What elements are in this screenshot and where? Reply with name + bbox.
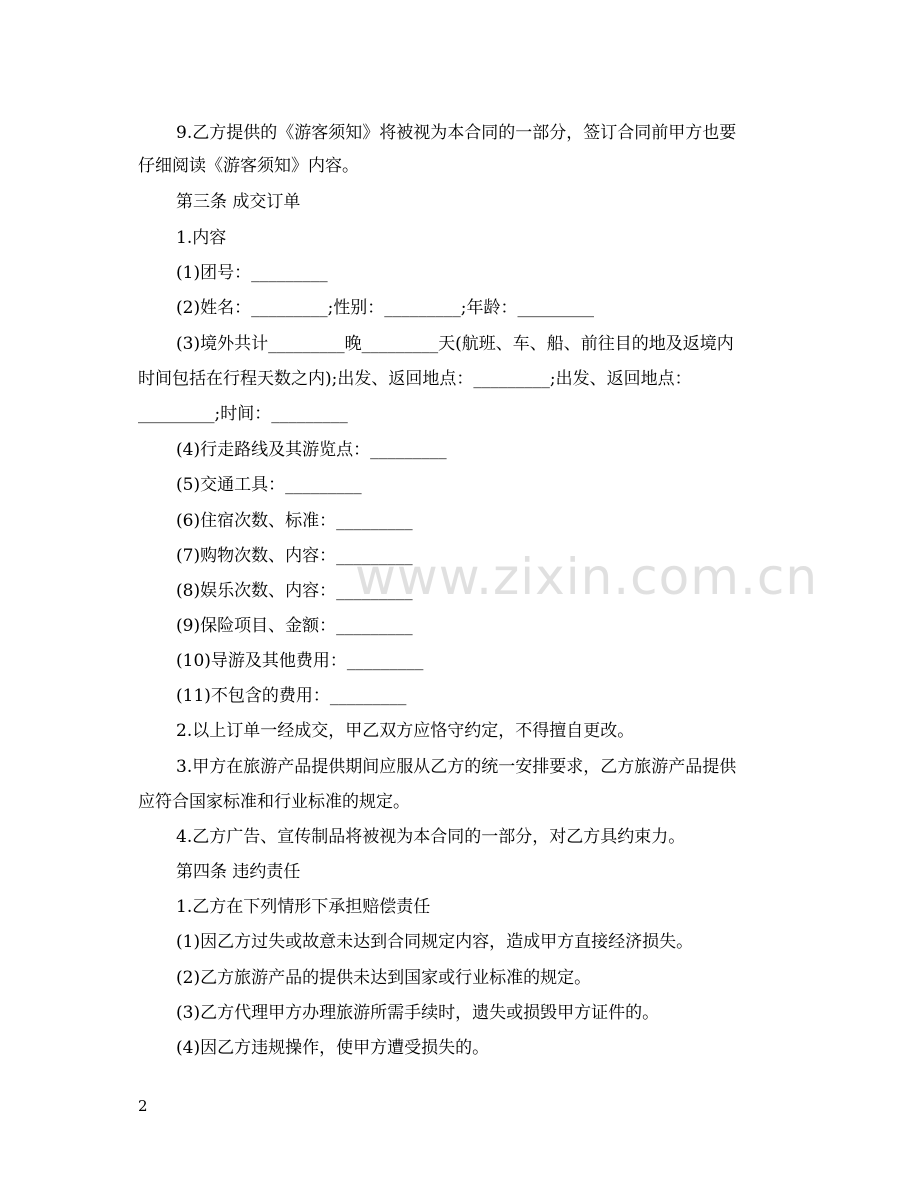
clause-9-text-line-1: 9.乙方提供的《游客须知》将被视为本合同的一部分，签订合同前甲方也要	[176, 123, 737, 143]
liability-item-3: (3)乙方代理甲方办理旅游所需手续时，遗失或损毁甲方证件的。	[176, 1003, 660, 1023]
liability-section-1-heading: 1.乙方在下列情形下承担赔偿责任	[176, 897, 431, 917]
item-1-group-number: (1)团号：_________	[176, 263, 328, 283]
item-3-line-1: (3)境外共计_________晚_________天(航班、车、船、前往目的地及返境内	[176, 334, 734, 354]
item-6-accommodation: (6)住宿次数、标准：_________	[176, 511, 413, 531]
section-3-text-line-2: 应符合国家标准和行业标准的规定。	[138, 792, 410, 812]
article-3-heading: 第三条 成交订单	[176, 192, 301, 212]
article-4-heading: 第四条 违约责任	[176, 862, 301, 882]
section-2-text: 2.以上订单一经成交，甲乙双方应恪守约定，不得擅自更改。	[176, 721, 635, 741]
item-2-name-gender-age: (2)姓名：_________;性别：_________;年龄：_________	[176, 298, 595, 318]
liability-item-2: (2)乙方旅游产品的提供未达到国家或行业标准的规定。	[176, 968, 592, 988]
liability-item-1: (1)因乙方过失或故意未达到合同规定内容，造成甲方直接经济损失。	[176, 932, 694, 952]
page-number: 2	[138, 1097, 148, 1115]
section-1-heading: 1.内容	[176, 228, 227, 248]
watermark: www.zixin.com.cn	[355, 548, 819, 606]
item-11-excluded-fees: (11)不包含的费用：_________	[176, 686, 407, 706]
liability-item-4: (4)因乙方违规操作，使甲方遭受损失的。	[176, 1038, 490, 1058]
section-3-text-line-1: 3.甲方在旅游产品提供期间应服从乙方的统一安排要求，乙方旅游产品提供	[176, 757, 737, 777]
item-5-transport: (5)交通工具：_________	[176, 475, 362, 495]
item-4-route: (4)行走路线及其游览点：_________	[176, 440, 447, 460]
clause-9-text-line-2: 仔细阅读《游客须知》内容。	[138, 156, 359, 176]
item-3-line-3: _________;时间：_________	[138, 404, 348, 424]
item-10-guide-fees: (10)导游及其他费用：_________	[176, 651, 424, 671]
section-4-text: 4.乙方广告、宣传制品将被视为本合同的一部分，对乙方具约束力。	[176, 827, 686, 847]
item-3-line-2: 时间包括在行程天数之内);出发、返回地点：_________;出发、返回地点：	[138, 369, 692, 389]
item-7-shopping: (7)购物次数、内容：_________	[176, 546, 413, 566]
item-8-entertainment: (8)娱乐次数、内容：_________	[176, 581, 413, 601]
item-9-insurance: (9)保险项目、金额：_________	[176, 616, 413, 636]
